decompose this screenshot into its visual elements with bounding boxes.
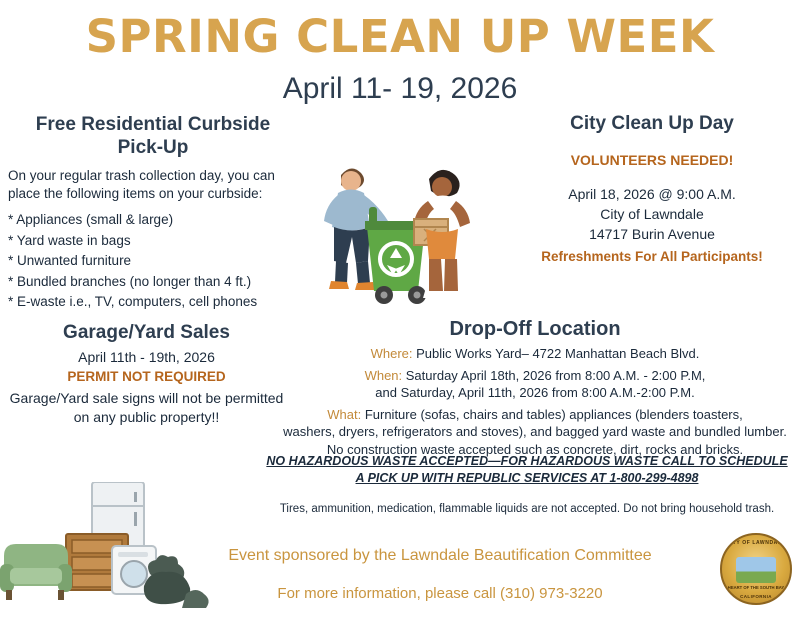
curbside-item-list — [8, 210, 298, 313]
refreshments-note: Refreshments For All Participants! — [541, 249, 763, 264]
dropoff-when-value2: and Saturday, April 11th, 2026 from 8:00 A.M.-2:00 P.M. — [375, 385, 695, 400]
bulky-items-illustration — [0, 482, 225, 612]
dropoff-when-label: When: — [364, 367, 403, 383]
volunteers-needed-badge: VOLUNTEERS NEEDED! — [570, 152, 734, 168]
dropoff-location-section — [280, 318, 790, 458]
list-item: * Appliances (small & large) — [8, 212, 174, 227]
dropoff-when-value: Saturday April 18th, 2026 from 8:00 A.M. - 2:00 P.M, — [405, 367, 706, 383]
dropoff-what-value2: washers, dryers, refrigerators and stoves), and bagged yard waste and bundled lumber. — [283, 424, 787, 439]
dropoff-where-value: Public Works Yard– 4722 Manhattan Beach Blvd. — [416, 346, 700, 361]
city-seal-logo — [720, 533, 792, 605]
sponsor-text: Event sponsored by the Lawndale Beautification Committee — [228, 547, 652, 564]
city-day-date: April 18, 2026 @ 9:00 A.M. — [568, 186, 736, 202]
garage-sales-heading: Garage/Yard Sales — [63, 322, 230, 343]
dropoff-what-value: Furniture (sofas, chairs and tables) appliances (blenders toasters, — [364, 406, 743, 422]
list-item: * Bundled branches (no longer than 4 ft.) — [8, 273, 252, 289]
city-clean-up-day-section — [512, 113, 792, 264]
people-with-recycling-bin-illustration — [305, 135, 495, 315]
dropoff-when-row — [280, 367, 790, 385]
city-day-address: 14717 Burin Avenue — [589, 226, 715, 242]
list-item: * Unwanted furniture — [8, 253, 132, 268]
curbside-heading-line1: Free Residential Curbside — [35, 114, 271, 135]
dropoff-where-label: Where: — [370, 346, 413, 361]
dropoff-what-row — [280, 406, 790, 424]
city-clean-up-day-details — [512, 184, 792, 244]
trash-bags-illustration — [144, 555, 209, 608]
list-item: * Yard waste in bags — [8, 232, 131, 248]
city-clean-up-day-heading: City Clean Up Day — [570, 113, 734, 134]
city-seal-top-text: CITY OF LAWNDALE — [726, 540, 786, 546]
dropoff-what-value3: No construction waste accepted such as concrete, dirt, rocks and bricks. — [326, 441, 744, 457]
garage-sales-section — [4, 322, 289, 427]
person-right-figure — [414, 170, 470, 298]
garage-sales-permit-note: PERMIT NOT REQUIRED — [67, 369, 226, 384]
curbside-section — [8, 113, 298, 313]
sofa-illustration — [0, 544, 72, 600]
excluded-items-notice: Tires, ammunition, medication, flammable liquids are not accepted. Do not bring household trash. — [279, 503, 775, 515]
dropoff-where-row — [280, 345, 790, 363]
list-item: * E-waste i.e., TV, computers, cell phones — [8, 294, 258, 309]
curbside-intro: On your regular trash collection day, you can place the following items on your curbside: — [8, 168, 275, 201]
more-information-text: For more information, please call (310) 973-3220 — [277, 585, 603, 602]
city-seal-emblem — [736, 557, 776, 583]
city-seal-sub-text: HEART OF THE SOUTH BAY — [727, 585, 785, 590]
dropoff-what-label: What: — [327, 406, 362, 422]
page-title: SPRING CLEAN UP WEEK — [85, 10, 715, 63]
garage-sales-sign-note: Garage/Yard sale signs will not be permitted on any public property!! — [9, 390, 284, 425]
city-day-city: City of Lawndale — [600, 206, 704, 222]
city-seal-bottom-text: CALIFORNIA — [740, 594, 772, 599]
page-subtitle: April 11- 19, 2026 — [282, 72, 518, 105]
dropoff-heading: Drop-Off Location — [449, 318, 621, 340]
hazardous-waste-notice: NO HAZARDOUS WASTE ACCEPTED—FOR HAZARDOUS WASTE CALL TO SCHEDULE A PICK UP WITH REPUBLIC SERVICES AT 1-800-299-4898 — [266, 454, 788, 485]
garage-sales-dates: April 11th - 19th, 2026 — [78, 349, 215, 365]
curbside-heading-line2: Pick-Up — [117, 137, 189, 158]
curbside-heading — [8, 113, 298, 159]
